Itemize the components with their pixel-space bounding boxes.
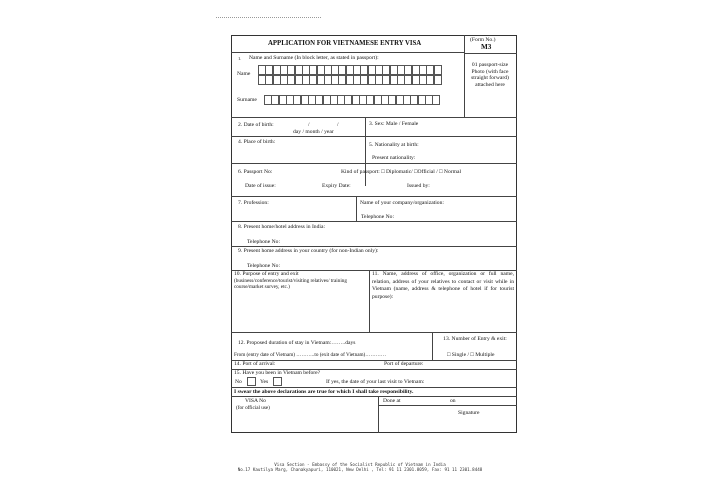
s2-slash1: / bbox=[308, 122, 310, 128]
on-label: on bbox=[450, 398, 456, 404]
s6-expiry: Expiry Date: bbox=[322, 183, 351, 189]
divider-12-13 bbox=[432, 332, 433, 360]
s7-company: Name of your company/organization: bbox=[360, 200, 444, 206]
s15-if-yes: If yes, the date of your last visit to Vietnam: bbox=[326, 379, 425, 385]
declaration: I swear the above declarations are true for which I shall take responsibility. bbox=[234, 389, 414, 395]
footer-line-1: Visa Section - Embassy of the Socialist Republic of Vietnam in India bbox=[274, 462, 446, 467]
s5-present: Present nationality: bbox=[372, 155, 416, 161]
surname-cells[interactable] bbox=[264, 95, 440, 105]
s13-label: 13. Number of Entry & exit: bbox=[443, 336, 507, 342]
done-at-label: Done at bbox=[383, 398, 401, 404]
s9-label: 9. Present home address in your country (for non-Indian only): bbox=[238, 248, 379, 254]
s2-label: 2. Date of birth: bbox=[238, 122, 274, 128]
divider-12 bbox=[231, 396, 517, 397]
s13-options[interactable]: □ Single / □ Multiple bbox=[447, 352, 495, 358]
divider-10-11 bbox=[369, 270, 370, 332]
s9-phone: Telephone No: bbox=[247, 263, 281, 269]
s1-number: 1. bbox=[238, 56, 242, 61]
s4-label: 4. Place of birth: bbox=[238, 139, 276, 145]
s10-detail: (business/conference/tourist/visiting relatives/ training course/market survey, etc.) bbox=[234, 278, 347, 291]
s6-kind: Kind of passport: □ Diplomatic/ □Official / □ Normal bbox=[341, 169, 462, 175]
title-underline bbox=[231, 52, 464, 53]
s7-label: 7. Profession: bbox=[238, 200, 269, 206]
s8-phone: Telephone No: bbox=[247, 239, 281, 245]
s3-label: 3. Sex: Male / Female bbox=[369, 121, 419, 127]
s14-arrival: 14. Port of arrival: bbox=[234, 361, 276, 367]
surname-label: Surname bbox=[237, 97, 257, 103]
s2-format: day / month / year bbox=[293, 129, 334, 135]
form-title: APPLICATION FOR VIETNAMESE ENTRY VISA bbox=[268, 40, 422, 47]
divider-1 bbox=[231, 117, 517, 118]
divider-3 bbox=[231, 163, 517, 164]
s2-slash2: / bbox=[337, 122, 339, 128]
photo-placeholder: 01 passport-size Photo (with face straight forward) attached here bbox=[471, 62, 509, 88]
done-at-underline bbox=[378, 405, 517, 406]
s7-phone: Telephone No: bbox=[361, 214, 395, 220]
s6-label: 6. Passport No: bbox=[238, 169, 273, 175]
divider-2 bbox=[231, 136, 517, 137]
divider-official bbox=[378, 396, 379, 433]
header-divider bbox=[464, 35, 465, 117]
form-no-label: (Form No.) bbox=[470, 37, 496, 43]
s6-issue: Date of issue: bbox=[245, 183, 276, 189]
s11-label: 11. Name, address of office, organization or full name, relation, address of your relatives to contact or visit while in Vietnam (name, address & telephone of hotel if for tourist purpose): bbox=[372, 271, 514, 300]
divider-5 bbox=[231, 221, 517, 222]
divider-4 bbox=[231, 196, 517, 197]
divider-11 bbox=[231, 387, 517, 388]
s8-label: 8. Present home/hotel address in India: bbox=[238, 224, 325, 230]
divider-2-3 bbox=[365, 117, 366, 186]
top-dotted-line bbox=[216, 17, 321, 18]
s15-yes-label: Yes bbox=[260, 379, 269, 385]
name-cells-row2[interactable] bbox=[258, 75, 441, 85]
form-no-underline bbox=[464, 53, 517, 54]
name-cells-row1[interactable] bbox=[258, 65, 441, 75]
s15-no-checkbox[interactable] bbox=[247, 377, 256, 386]
form-no: M3 bbox=[481, 43, 492, 51]
signature-label: Signature bbox=[458, 410, 480, 416]
name-label: Name bbox=[237, 71, 251, 77]
visa-no-label: VISA No bbox=[245, 398, 266, 404]
s6-issued-by: Issued by: bbox=[407, 183, 430, 189]
official-use-label: (for official use) bbox=[236, 405, 270, 411]
s14-departure: Port of departure: bbox=[384, 361, 424, 367]
divider-7 bbox=[356, 196, 357, 221]
s15-no-label: No bbox=[235, 379, 242, 385]
s12-label: 12. Proposed duration of stay in Vietnam:……..days bbox=[238, 340, 356, 346]
divider-6 bbox=[231, 246, 517, 247]
s15-label: 15. Have you been in Vietnam before? bbox=[234, 370, 321, 376]
s1-label: Name and Surname (In block letter, as stated in passport): bbox=[249, 55, 379, 61]
footer-line-2: No.17 Kautilya Marg, Chanakyapuri, 110021, New Delhi , Tel: 91 11 2301.8059, Fax: 91 11 2301.8448 bbox=[237, 467, 483, 472]
s5-label: 5. Nationality at birth: bbox=[369, 142, 419, 148]
divider-8 bbox=[231, 332, 517, 333]
s15-yes-checkbox[interactable] bbox=[273, 377, 282, 386]
s12-from: From (entry date of Vietnam) ………..to (exit date of Vietnam)………… bbox=[234, 352, 387, 358]
s10-label: 10. Purpose of entry and exit bbox=[234, 271, 299, 277]
